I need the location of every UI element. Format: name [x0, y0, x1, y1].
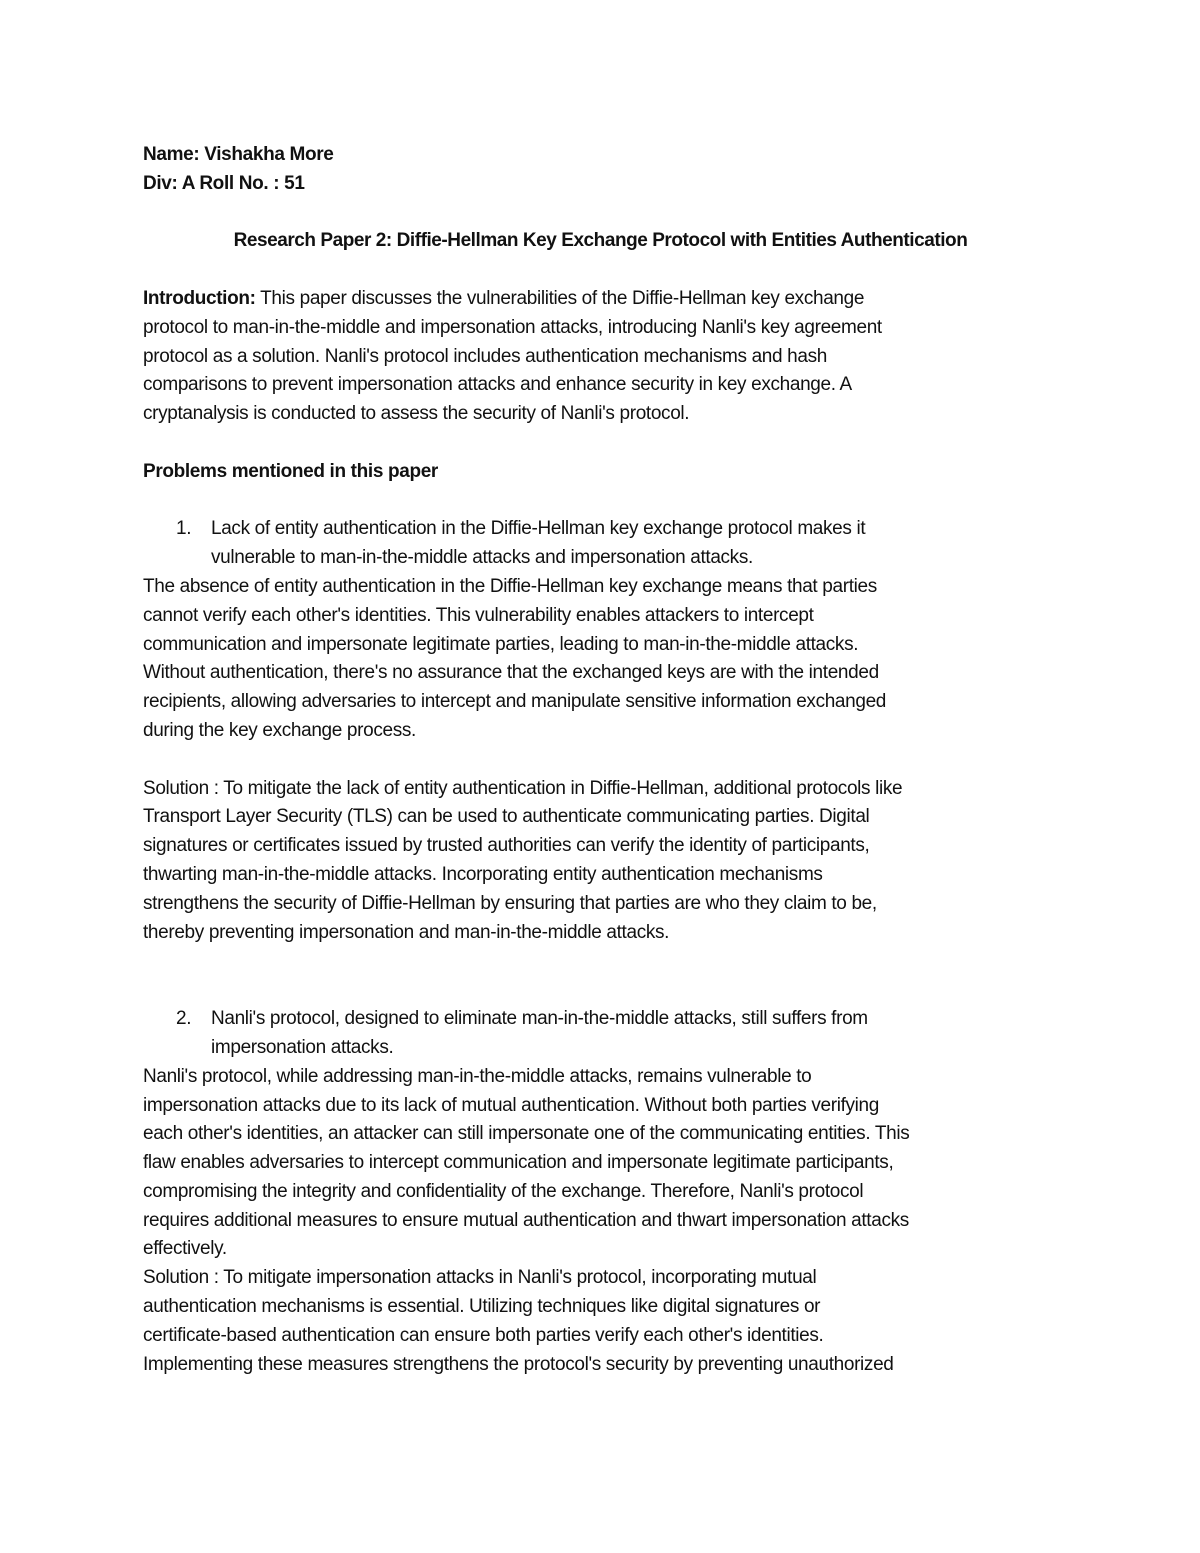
explanation-line: Without authentication, there's no assurance that the exchanged keys are with the intended: [143, 662, 879, 684]
problem-explanation: [143, 1063, 1058, 1265]
problem-item-line: impersonation attacks.: [211, 1036, 394, 1058]
solution-line: Implementing these measures strengthens the protocol's security by preventing unauthorized: [143, 1353, 894, 1375]
explanation-line: cannot verify each other's identities. This vulnerability enables attackers to intercept: [143, 604, 814, 626]
introduction-label: Introduction:: [143, 287, 256, 309]
problem-solution: [143, 1264, 1058, 1379]
introduction-paragraph: [143, 285, 1058, 429]
solution-line: Transport Layer Security (TLS) can be used to authenticate communicating parties. Digital: [143, 806, 870, 828]
solution-line: strengthens the security of Diffie-Hellman by ensuring that parties are who they claim to be,: [143, 892, 877, 914]
solution-line: signatures or certificates issued by trusted authorities can verify the identity of participants,: [143, 835, 870, 857]
document-page: [143, 141, 1058, 1379]
solution-line: Solution : To mitigate impersonation attacks in Nanli's protocol, incorporating mutual: [143, 1267, 817, 1289]
problem-list-item: [143, 1005, 1058, 1063]
problem-item-line: Nanli's protocol, designed to eliminate man-in-the-middle attacks, still suffers from: [211, 1008, 868, 1030]
division-roll-number: Div: A Roll No. : 51: [143, 172, 305, 194]
solution-line: thereby preventing impersonation and man-in-the-middle attacks.: [143, 921, 670, 943]
explanation-line: each other's identities, an attacker can still impersonate one of the communicating entities. This: [143, 1123, 910, 1145]
explanation-line: during the key exchange process.: [143, 719, 416, 741]
introduction-line: protocol to man-in-the-middle and impersonation attacks, introducing Nanli's key agreement: [143, 316, 882, 338]
explanation-line: communication and impersonate legitimate parties, leading to man-in-the-middle attacks.: [143, 633, 859, 655]
problem-number: 1.: [176, 518, 192, 540]
explanation-line: effectively.: [143, 1238, 227, 1260]
explanation-line: The absence of entity authentication in the Diffie-Hellman key exchange means that parties: [143, 575, 877, 597]
problem-list-item: [143, 515, 1058, 573]
solution-line: certificate-based authentication can ensure both parties verify each other's identities.: [143, 1324, 824, 1346]
solution-line: authentication mechanisms is essential. Utilizing techniques like digital signatures or: [143, 1296, 821, 1318]
solution-line: Solution : To mitigate the lack of entity authentication in Diffie-Hellman, additional protocols like: [143, 777, 903, 799]
problem-solution: [143, 775, 1058, 948]
explanation-line: compromising the integrity and confidentiality of the exchange. Therefore, Nanli's protocol: [143, 1180, 864, 1202]
explanation-line: flaw enables adversaries to intercept communication and impersonate legitimate participants,: [143, 1152, 894, 1174]
introduction-line: protocol as a solution. Nanli's protocol includes authentication mechanisms and hash: [143, 345, 827, 367]
introduction-line: comparisons to prevent impersonation attacks and enhance security in key exchange. A: [143, 374, 852, 396]
problems-heading: Problems mentioned in this paper: [143, 460, 438, 482]
introduction-line: cryptanalysis is conducted to assess the security of Nanli's protocol.: [143, 403, 690, 425]
explanation-line: Nanli's protocol, while addressing man-in-the-middle attacks, remains vulnerable to: [143, 1065, 812, 1087]
problem-item-line: vulnerable to man-in-the-middle attacks and impersonation attacks.: [211, 547, 753, 569]
problem-item-line: Lack of entity authentication in the Diffie-Hellman key exchange protocol makes it: [211, 518, 866, 540]
paper-title: Research Paper 2: Diffie-Hellman Key Exchange Protocol with Entities Authentication: [233, 230, 968, 252]
solution-line: thwarting man-in-the-middle attacks. Incorporating entity authentication mechanisms: [143, 863, 823, 885]
problem-number: 2.: [176, 1008, 192, 1030]
introduction-line: This paper discusses the vulnerabilities of the Diffie-Hellman key exchange: [255, 287, 865, 309]
explanation-line: requires additional measures to ensure mutual authentication and thwart impersonation attacks: [143, 1209, 909, 1231]
explanation-line: impersonation attacks due to its lack of mutual authentication. Without both parties verifying: [143, 1094, 879, 1116]
problem-explanation: [143, 573, 1058, 746]
explanation-line: recipients, allowing adversaries to intercept and manipulate sensitive information exchanged: [143, 691, 887, 713]
student-name: Name: Vishakha More: [143, 144, 334, 165]
